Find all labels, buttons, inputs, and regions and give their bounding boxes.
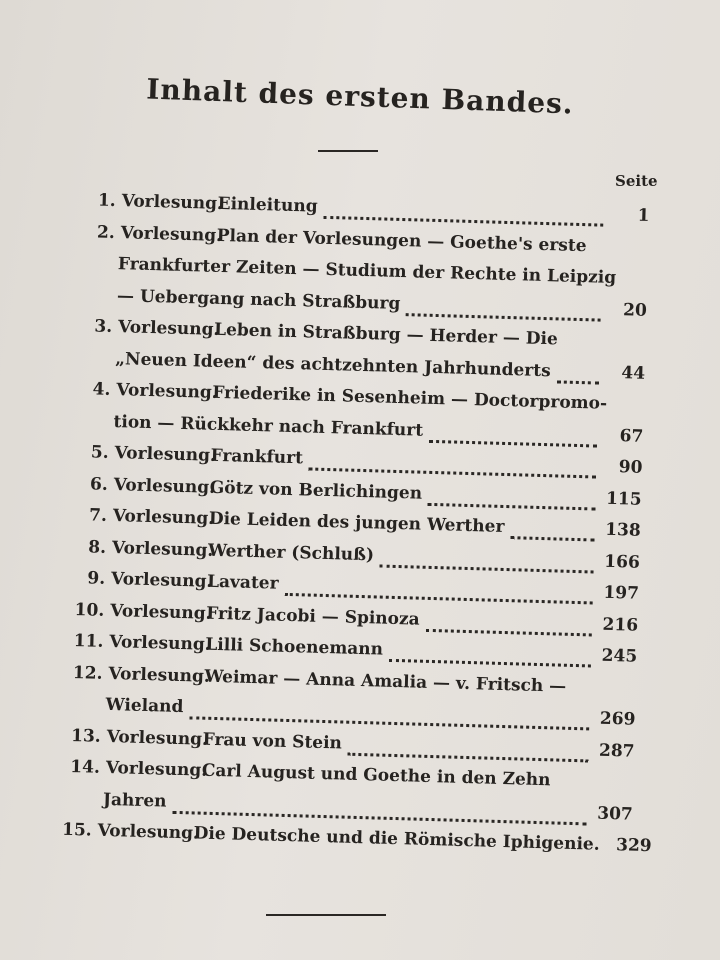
lecture-title: Lavater bbox=[206, 571, 279, 594]
lecture-label: Vorlesung. bbox=[120, 222, 223, 246]
lecture-label: Vorlesung. bbox=[106, 726, 209, 750]
page-number: 307 bbox=[597, 803, 634, 825]
page-number: 329 bbox=[615, 835, 652, 857]
lecture-label: Vorlesung. bbox=[105, 757, 208, 781]
lecture-number: 3. bbox=[94, 316, 113, 337]
lecture-number: 7. bbox=[88, 505, 108, 526]
page-number: 166 bbox=[604, 551, 641, 573]
lecture-title: Plan der Vorlesungen — Goethe's erste bbox=[216, 225, 587, 256]
page-number: 1 bbox=[637, 205, 650, 226]
lecture-number: 8. bbox=[88, 536, 107, 558]
bottom-rule bbox=[266, 914, 386, 916]
lecture-number: 10. bbox=[74, 599, 105, 621]
lecture-title: Die Leiden des jungen Werther bbox=[208, 508, 505, 537]
lecture-title: Friederike in Sesenheim — Doctorpromo- bbox=[212, 382, 608, 414]
lecture-number: 11. bbox=[73, 631, 104, 652]
page-number: 138 bbox=[604, 519, 641, 541]
lecture-number: 6. bbox=[89, 473, 109, 495]
lecture-title: — Uebergang nach Straßburg bbox=[116, 285, 401, 314]
lecture-title: Fritz Jacobi — Spinoza bbox=[205, 603, 420, 630]
page-number: 269 bbox=[599, 708, 636, 730]
table-of-contents bbox=[62, 190, 650, 867]
lecture-label: Vorlesung. bbox=[121, 191, 224, 214]
lecture-number: 1. bbox=[97, 190, 116, 211]
lecture-title: Wieland bbox=[105, 694, 184, 718]
dot-leader bbox=[309, 458, 597, 479]
lecture-label: Vorlesung. bbox=[109, 600, 212, 624]
lecture-label: Vorlesung. bbox=[112, 506, 215, 529]
lecture-label: Vorlesung. bbox=[109, 632, 211, 655]
dot-leader bbox=[323, 206, 603, 227]
lecture-number: 13. bbox=[70, 725, 102, 747]
page-number: 287 bbox=[598, 740, 635, 762]
dot-leader bbox=[380, 554, 594, 573]
lecture-number: 4. bbox=[92, 379, 111, 400]
page-number: 44 bbox=[621, 362, 646, 384]
dot-leader bbox=[510, 526, 595, 541]
lecture-label: Vorlesung. bbox=[111, 537, 214, 561]
lecture-title: Die Deutsche und die Römische Iphigenie. bbox=[193, 823, 600, 855]
page-title: Inhalt des ersten Bandes. bbox=[145, 72, 575, 121]
lecture-title: Einleitung bbox=[217, 193, 318, 217]
dot-leader bbox=[348, 742, 589, 762]
page-number: 67 bbox=[619, 425, 644, 447]
lecture-label: Vorlesung. bbox=[117, 317, 220, 340]
page-number: 115 bbox=[605, 488, 642, 510]
lecture-label: Vorlesung. bbox=[116, 380, 218, 403]
lecture-number: 5. bbox=[90, 442, 109, 463]
lecture-title: Carl August und Goethe in den Zehn bbox=[201, 760, 551, 791]
lecture-title: Weimar — Anna Amalia — v. Fritsch — bbox=[204, 666, 567, 697]
lecture-label: Vorlesung. bbox=[113, 474, 216, 498]
dot-leader bbox=[389, 649, 592, 668]
lecture-number: 12. bbox=[72, 662, 103, 684]
page-number: 20 bbox=[622, 299, 648, 321]
dot-leader bbox=[284, 583, 593, 605]
lecture-label: Vorlesung. bbox=[114, 443, 217, 466]
lecture-number: 9. bbox=[87, 568, 106, 589]
seite-label: Seite bbox=[615, 172, 658, 190]
dot-leader bbox=[429, 430, 598, 448]
page-number: 90 bbox=[618, 457, 643, 478]
dot-leader bbox=[406, 303, 601, 321]
title-rule bbox=[318, 150, 378, 152]
lecture-title: Götz von Berlichingen bbox=[209, 477, 423, 504]
lecture-title: Frau von Stein bbox=[202, 729, 343, 754]
lecture-number: 14. bbox=[70, 756, 101, 778]
dot-leader bbox=[425, 619, 592, 637]
lecture-label: Vorlesung. bbox=[108, 663, 211, 687]
page-number: 245 bbox=[601, 645, 638, 667]
lecture-label: Vorlesung. bbox=[110, 569, 213, 592]
lecture-title: Lilli Schoenemann bbox=[205, 634, 384, 660]
page-number: 197 bbox=[603, 582, 640, 604]
dot-leader bbox=[428, 493, 596, 511]
lecture-title: Leben in Straßburg — Herder — Die bbox=[213, 319, 559, 350]
dot-leader bbox=[189, 707, 589, 731]
dot-leader bbox=[172, 801, 587, 826]
lecture-title: Frankfurt bbox=[210, 445, 304, 469]
lecture-number: 2. bbox=[96, 221, 116, 243]
lecture-number: 15. bbox=[61, 819, 92, 841]
lecture-title: Frankfurter Zeiten — Studium der Rechte in Leipzig bbox=[117, 254, 617, 288]
lecture-title: Werther (Schluß) bbox=[207, 540, 375, 565]
dot-leader bbox=[556, 370, 599, 384]
lecture-label: Vorlesung. bbox=[97, 820, 200, 844]
lecture-title: Jahren bbox=[102, 789, 167, 812]
lecture-title: tion — Rückkehr nach Frankfurt bbox=[113, 411, 424, 441]
page-number: 216 bbox=[602, 614, 639, 636]
lecture-title: „Neuen Ideen“ des achtzehnten Jahrhunderts bbox=[115, 348, 551, 381]
